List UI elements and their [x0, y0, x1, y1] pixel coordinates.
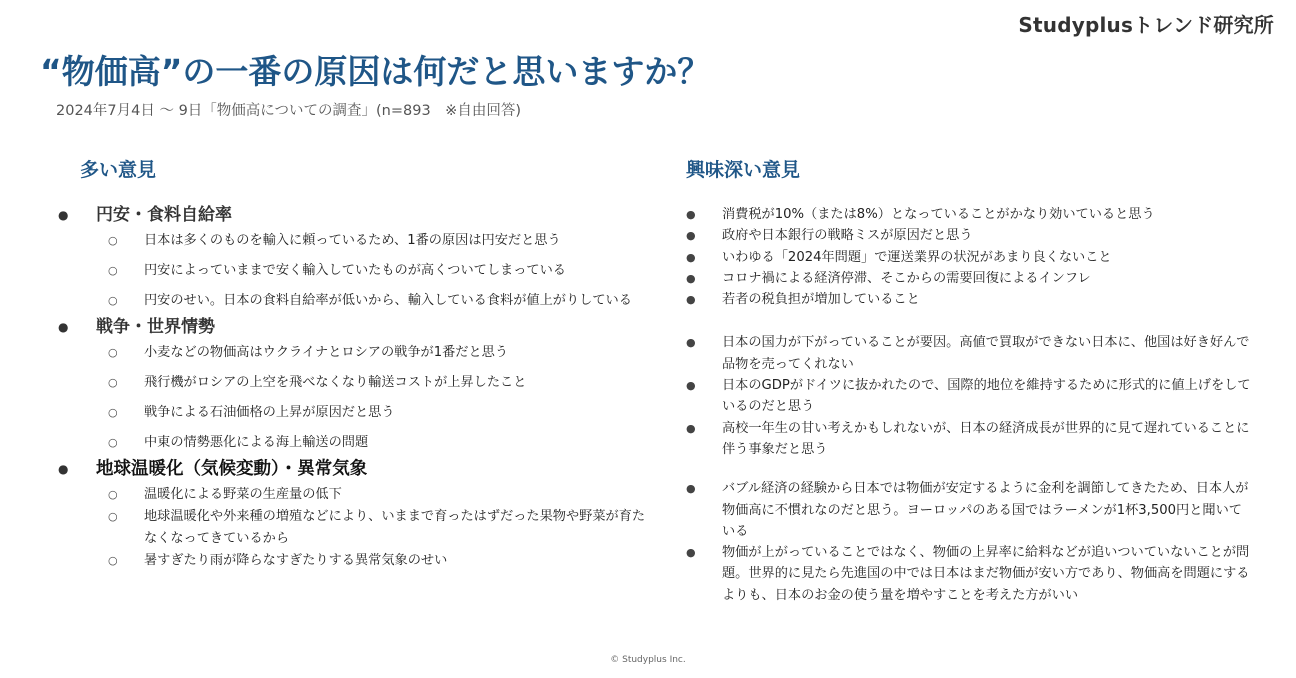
opinion-section-climate	[56, 454, 656, 572]
list-item: ○ 小麦などの物価高はウクライナとロシアの戦争が1番だと思う	[56, 342, 656, 364]
list-item: ○ 飛行機がロシアの上空を飛べなくなり輸送コストが上昇したこと	[56, 372, 656, 394]
section-title	[56, 312, 656, 342]
bullet-icon: ●	[58, 320, 69, 334]
list-item: ● 高校一年生の甘い考えかもしれないが、日本の経済成長が世界的に見て遅れていることに伴う事象だと思う	[686, 418, 1251, 461]
list-item: ○ 地球温暖化や外来種の増殖などにより、いままで育ったはずだった果物や野菜が育たなくなってきているから	[56, 506, 656, 550]
circle-bullet-icon: ○	[108, 294, 118, 307]
opinion-section-yen	[56, 200, 656, 312]
interesting-opinions-list	[686, 204, 1251, 606]
circle-bullet-icon: ○	[108, 376, 118, 389]
bullet-icon: ●	[686, 379, 696, 393]
bullet-icon: ●	[686, 271, 696, 285]
list-item: ○ 円安のせい。日本の食料自給率が低いから、輸入している食料が値上がりしている	[56, 290, 656, 312]
circle-bullet-icon: ○	[108, 510, 118, 523]
list-item: ● 日本の国力が下がっていることが要因。高値で買取ができない日本に、他国は好き好んで品物を売ってくれない	[686, 332, 1251, 375]
list-item: ○ 戦争による石油価格の上昇が原因だと思う	[56, 402, 656, 424]
section-items	[56, 230, 656, 312]
bullet-icon: ●	[686, 421, 696, 435]
section-items	[56, 342, 656, 454]
bullet-icon: ●	[686, 336, 696, 350]
common-opinions-list	[56, 200, 656, 572]
list-item: ○ 中東の情勢悪化による海上輸送の問題	[56, 432, 656, 454]
circle-bullet-icon: ○	[108, 554, 118, 567]
list-item: ● 物価が上がっていることではなく、物価の上昇率に給料などが追いついていないことが問題。世界的に見たら先進国の中では日本はまだ物価が安い方であり、物価高を問題にするよりも、日本のお金の使う量を増やすことを考えた方がいい	[686, 542, 1251, 606]
bullet-icon: ●	[686, 482, 696, 496]
copyright-footer: © Studyplus Inc.	[610, 655, 686, 665]
section-title-text: 戦争・世界情勢	[96, 317, 215, 337]
list-item: ● 日本のGDPがドイツに抜かれたので、国際的地位を維持するために形式的に値上げをしているのだと思う	[686, 375, 1251, 418]
circle-bullet-icon: ○	[108, 488, 118, 501]
opinion-section-war	[56, 312, 656, 454]
section-title-text: 地球温暖化（気候変動）・異常気象	[96, 459, 368, 479]
opinion-group-3	[686, 478, 1251, 606]
bullet-icon: ●	[58, 462, 69, 476]
list-item: ● バブル経済の経験から日本では物価が安定するように金利を調節してきたため、日本人が物価高に不慣れなのだと思う。ヨーロッパのある国ではラーメンが1杯3,500円と聞いている	[686, 478, 1251, 542]
list-item: ● 政府や日本銀行の戦略ミスが原因だと思う	[686, 225, 1251, 246]
list-item: ● いわゆる「2024年問題」で運送業界の状況があまり良くないこと	[686, 247, 1251, 268]
circle-bullet-icon: ○	[108, 264, 118, 277]
brand-logo: Studyplusトレンド研究所	[1018, 13, 1274, 37]
section-title-text: 円安・食料自給率	[96, 205, 232, 225]
opinion-group-2	[686, 332, 1251, 460]
section-title	[56, 454, 656, 484]
list-item: ○ 暑すぎたり雨が降らなすぎたりする異常気象のせい	[56, 550, 656, 572]
list-item: ● 若者の税負担が増加していること	[686, 289, 1251, 310]
list-item: ○ 日本は多くのものを輸入に頼っているため、1番の原因は円安だと思う	[56, 230, 656, 252]
opinion-group-1	[686, 204, 1251, 310]
right-column-heading: 興味深い意見	[686, 159, 801, 181]
circle-bullet-icon: ○	[108, 234, 118, 247]
page-title: “物価高”の一番の原因は何だと思いますか？	[40, 52, 711, 91]
list-item: ○ 温暖化による野菜の生産量の低下	[56, 484, 656, 506]
bullet-icon: ●	[686, 250, 696, 264]
section-title	[56, 200, 656, 230]
list-item: ○ 円安によっていままで安く輸入していたものが高くついてしまっている	[56, 260, 656, 282]
left-column-heading: 多い意見	[80, 159, 157, 181]
list-item: ● コロナ禍による経済停滞、そこからの需要回復によるインフレ	[686, 268, 1251, 289]
bullet-icon: ●	[686, 208, 696, 221]
bullet-icon: ●	[58, 208, 69, 222]
circle-bullet-icon: ○	[108, 346, 118, 359]
circle-bullet-icon: ○	[108, 406, 118, 419]
bullet-icon: ●	[686, 546, 696, 560]
survey-subtitle: 2024年7月4日 〜 9日「物価高についての調査」(n=893 ※自由回答)	[56, 103, 521, 119]
section-items	[56, 484, 656, 572]
bullet-icon: ●	[686, 229, 696, 243]
list-item: ● 消費税が10%（または8%）となっていることがかなり効いていると思う	[686, 204, 1251, 225]
circle-bullet-icon: ○	[108, 436, 118, 449]
bullet-icon: ●	[686, 293, 696, 307]
